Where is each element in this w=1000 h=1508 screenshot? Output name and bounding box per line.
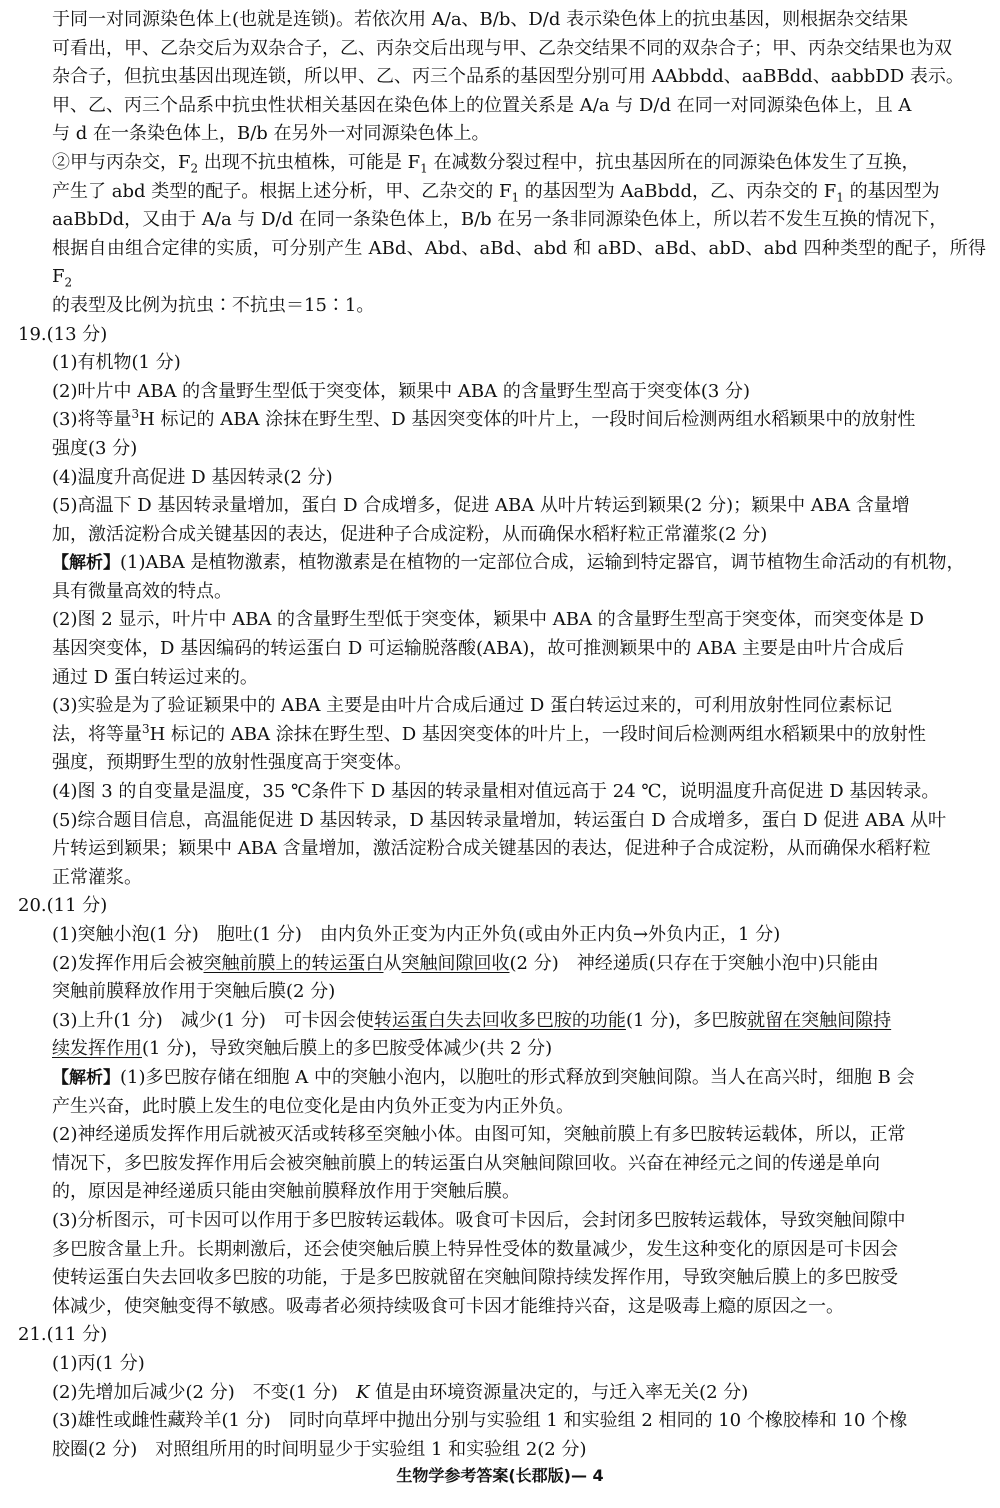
answer-line: (3)上升(1 分) 减少(1 分) 可卡因会使转运蛋白失去回收多巴胺的功能(1 分)，多巴胺就留在突触间隙持 — [52, 1009, 892, 1031]
text-line: ②甲与丙杂交，$F_2$ 出现不抗虫植株，可能是 $F_1$ 在减数分裂过程中，抗虫基因所在的同源染色体发生了互换， — [52, 151, 920, 176]
page-footer: 生物学参考答案(长郡版)— 4 — [396, 1466, 604, 1485]
explanation-line: 法，将等量$^3$H 标记的 ABA 涂抹在野生型、D 基因突变体的叶片上，一段时间后检测两组水稻颖果中的放射性 — [52, 721, 926, 745]
answer-line: (4)温度升高促进 D 基因转录(2 分) — [52, 466, 333, 488]
text-line: 的表型及比例为抗虫∶不抗虫＝15∶1。 — [52, 294, 375, 316]
explanation-line: (4)图 3 的自变量是温度，35 ℃条件下 D 基因的转录量相对值远高于 24 ℃，说明温度升高促进 D 基因转录。 — [52, 781, 940, 803]
explanation-line: 多巴胺含量上升。长期刺激后，还会使突触后膜上特异性受体的数量减少，发生这种变化的原因是可卡因会 — [52, 1238, 898, 1260]
text-line: 杂合子，但抗虫基因出现连锁，所以甲、乙、丙三个品系的基因型分别可用 AAbbdd、aaBBdd、aabbDD 表示。 — [52, 66, 964, 88]
answer-line: 胶圈(2 分) 对照组所用的时间明显少于实验组 1 和实验组 2(2 分) — [52, 1438, 587, 1460]
answer-line: 加，激活淀粉合成关键基因的表达，促进种子合成淀粉，从而确保水稻籽粒正常灌浆(2 分) — [52, 523, 768, 545]
explanation-line: 产生兴奋，此时膜上发生的电位变化是由内负外正变为内正外负。 — [52, 1095, 574, 1117]
question-19 — [18, 321, 986, 893]
answer-line: (5)高温下 D 基因转录量增加，蛋白 D 合成增多，促进 ABA 从叶片转运到颖果(2 分)；颖果中 ABA 含量增 — [52, 495, 910, 517]
answer-line: (1)突触小泡(1 分) 胞吐(1 分) 由内负外正变为内正外负(或由外正内负→外负内正，1 分) — [52, 924, 781, 945]
answer-line: (3)将等量$^3$H 标记的 ABA 涂抹在野生型、D 基因突变体的叶片上，一段时间后检测两组水稻颖果中的放射性 — [52, 407, 916, 431]
explanation-line: (2)图 2 显示，叶片中 ABA 的含量野生型低于突变体，颖果中 ABA 的含量野生型高于突变体，而突变体是 D — [52, 609, 924, 631]
explanation-line: 基因突变体，D 基因编码的转运蛋白 D 可运输脱落酸(ABA)，故可推测颖果中的 ABA 主要是由叶片合成后 — [52, 638, 904, 660]
text-line: 可看出，甲、乙杂交后为双杂合子，乙、丙杂交后出现与甲、乙杂交结果不同的双杂合子；甲、丙杂交结果也为双 — [52, 37, 952, 59]
explanation-line: 强度，预期野生型的放射性强度高于突变体。 — [52, 752, 412, 774]
answer-line: (2)叶片中 ABA 的含量野生型低于突变体，颖果中 ABA 的含量野生型高于突变体(3 分) — [52, 380, 751, 402]
explanation-line: 【解析】(1)多巴胺存储在细胞 A 中的突触小泡内，以胞吐的形式释放到突触间隙。当人在高兴时，细胞 B 会 — [52, 1066, 915, 1088]
explanation-line: 正常灌浆。 — [52, 866, 142, 888]
question-number: 21.(11 分) — [18, 1324, 108, 1346]
answer-line: (1)有机物(1 分) — [52, 352, 181, 374]
explanation-line: (3)分析图示，可卡因可以作用于多巴胺转运载体。吸食可卡因后，会封闭多巴胺转运载体，导致突触间隙中 — [52, 1209, 906, 1231]
answer-line: 强度(3 分) — [52, 437, 138, 459]
answer-line: (1)丙(1 分) — [52, 1352, 145, 1374]
text-line: aaBbDd，又由于 A/a 与 D/d 在同一条染色体上，B/b 在另一条非同源染色体上，所以若不发生互换的情况下， — [52, 209, 948, 231]
explanation-line: (3)实验是为了验证颖果中的 ABA 主要是由叶片合成后通过 D 蛋白转运过来的，可利用放射性同位素标记 — [52, 695, 893, 717]
explanation-line: 情况下，多巴胺发挥作用后会被突触前膜上的转运蛋白从突触间隙回收。兴奋在神经元之间的传递是单向 — [52, 1152, 880, 1174]
answer-line: 突触前膜释放作用于突触后膜(2 分) — [52, 981, 336, 1003]
text-line: 产生了 abd 类型的配子。根据上述分析，甲、乙杂交的 $F_1$ 的基因型为 AaBbdd，乙、丙杂交的 $F_1$ 的基因型为 — [52, 180, 940, 205]
explanation-line: 通过 D 蛋白转运过来的。 — [52, 666, 258, 688]
explanation-tag: 【解析】 — [52, 553, 120, 574]
answer-line: (2)发挥作用后会被突触前膜上的转运蛋白从突触间隙回收(2 分) 神经递质(只存在于突触小泡中)只能由 — [52, 952, 879, 974]
explanation-line: 【解析】(1)ABA 是植物激素，植物激素是在植物的一定部位合成，运输到特定器官，调节植物生命活动的有机物， — [52, 552, 965, 574]
explanation-line: (5)综合题目信息，高温能促进 D 基因转录，D 基因转录量增加，转运蛋白 D 合成增多，蛋白 D 促进 ABA 从叶 — [52, 809, 946, 831]
question-20 — [18, 892, 986, 1321]
question-21 — [18, 1321, 986, 1464]
text-line: 根据自由组合定律的实质，可分别产生 ABd、Abd、aBd、abd 和 aBD、aBd、abD、abd 四种类型的配子，所得 $F_2$ — [52, 237, 986, 290]
explanation-tag: 【解析】 — [52, 1067, 120, 1088]
explanation-line: 的，原因是神经递质只能由突触前膜释放作用于突触后膜。 — [52, 1181, 520, 1203]
q18-continuation — [52, 6, 986, 321]
text-line: 与 d 在一条染色体上，B/b 在另外一对同源染色体上。 — [52, 123, 490, 145]
question-number: 20.(11 分) — [18, 895, 108, 917]
text-line: 于同一对同源染色体上(也就是连锁)。若依次用 A/a、B/b、D/d 表示染色体上的抗虫基因，则根据杂交结果 — [52, 9, 909, 30]
answer-line: 续发挥作用(1 分)，导致突触后膜上的多巴胺受体减少(共 2 分) — [52, 1038, 553, 1060]
question-number: 19.(13 分) — [18, 323, 108, 345]
explanation-line: 体减少，使突触变得不敏感。吸毒者必须持续吸食可卡因才能维持兴奋，这是吸毒上瘾的原因之一。 — [52, 1295, 844, 1317]
answer-line: (3)雄性或雌性藏羚羊(1 分) 同时向草坪中抛出分别与实验组 1 和实验组 2 相同的 10 个橡胶棒和 10 个橡 — [52, 1410, 908, 1432]
explanation-line: 使转运蛋白失去回收多巴胺的功能，于是多巴胺就留在突触间隙持续发挥作用，导致突触后膜上的多巴胺受 — [52, 1267, 898, 1289]
answer-line: (2)先增加后减少(2 分) 不变(1 分) K 值是由环境资源量决定的，与迁入率无关(2 分) — [52, 1381, 749, 1403]
text-line: 甲、乙、丙三个品系中抗虫性状相关基因在染色体上的位置关系是 A/a 与 D/d 在同一对同源染色体上，且 A — [52, 94, 912, 116]
explanation-line: (2)神经递质发挥作用后就被灭活或转移至突触小体。由图可知，突触前膜上有多巴胺转运载体，所以，正常 — [52, 1124, 906, 1146]
explanation-line: 具有微量高效的特点。 — [52, 580, 232, 602]
explanation-line: 片转运到颖果；颖果中 ABA 含量增加，激活淀粉合成关键基因的表达，促进种子合成淀粉，从而确保水稻籽粒 — [52, 838, 931, 860]
